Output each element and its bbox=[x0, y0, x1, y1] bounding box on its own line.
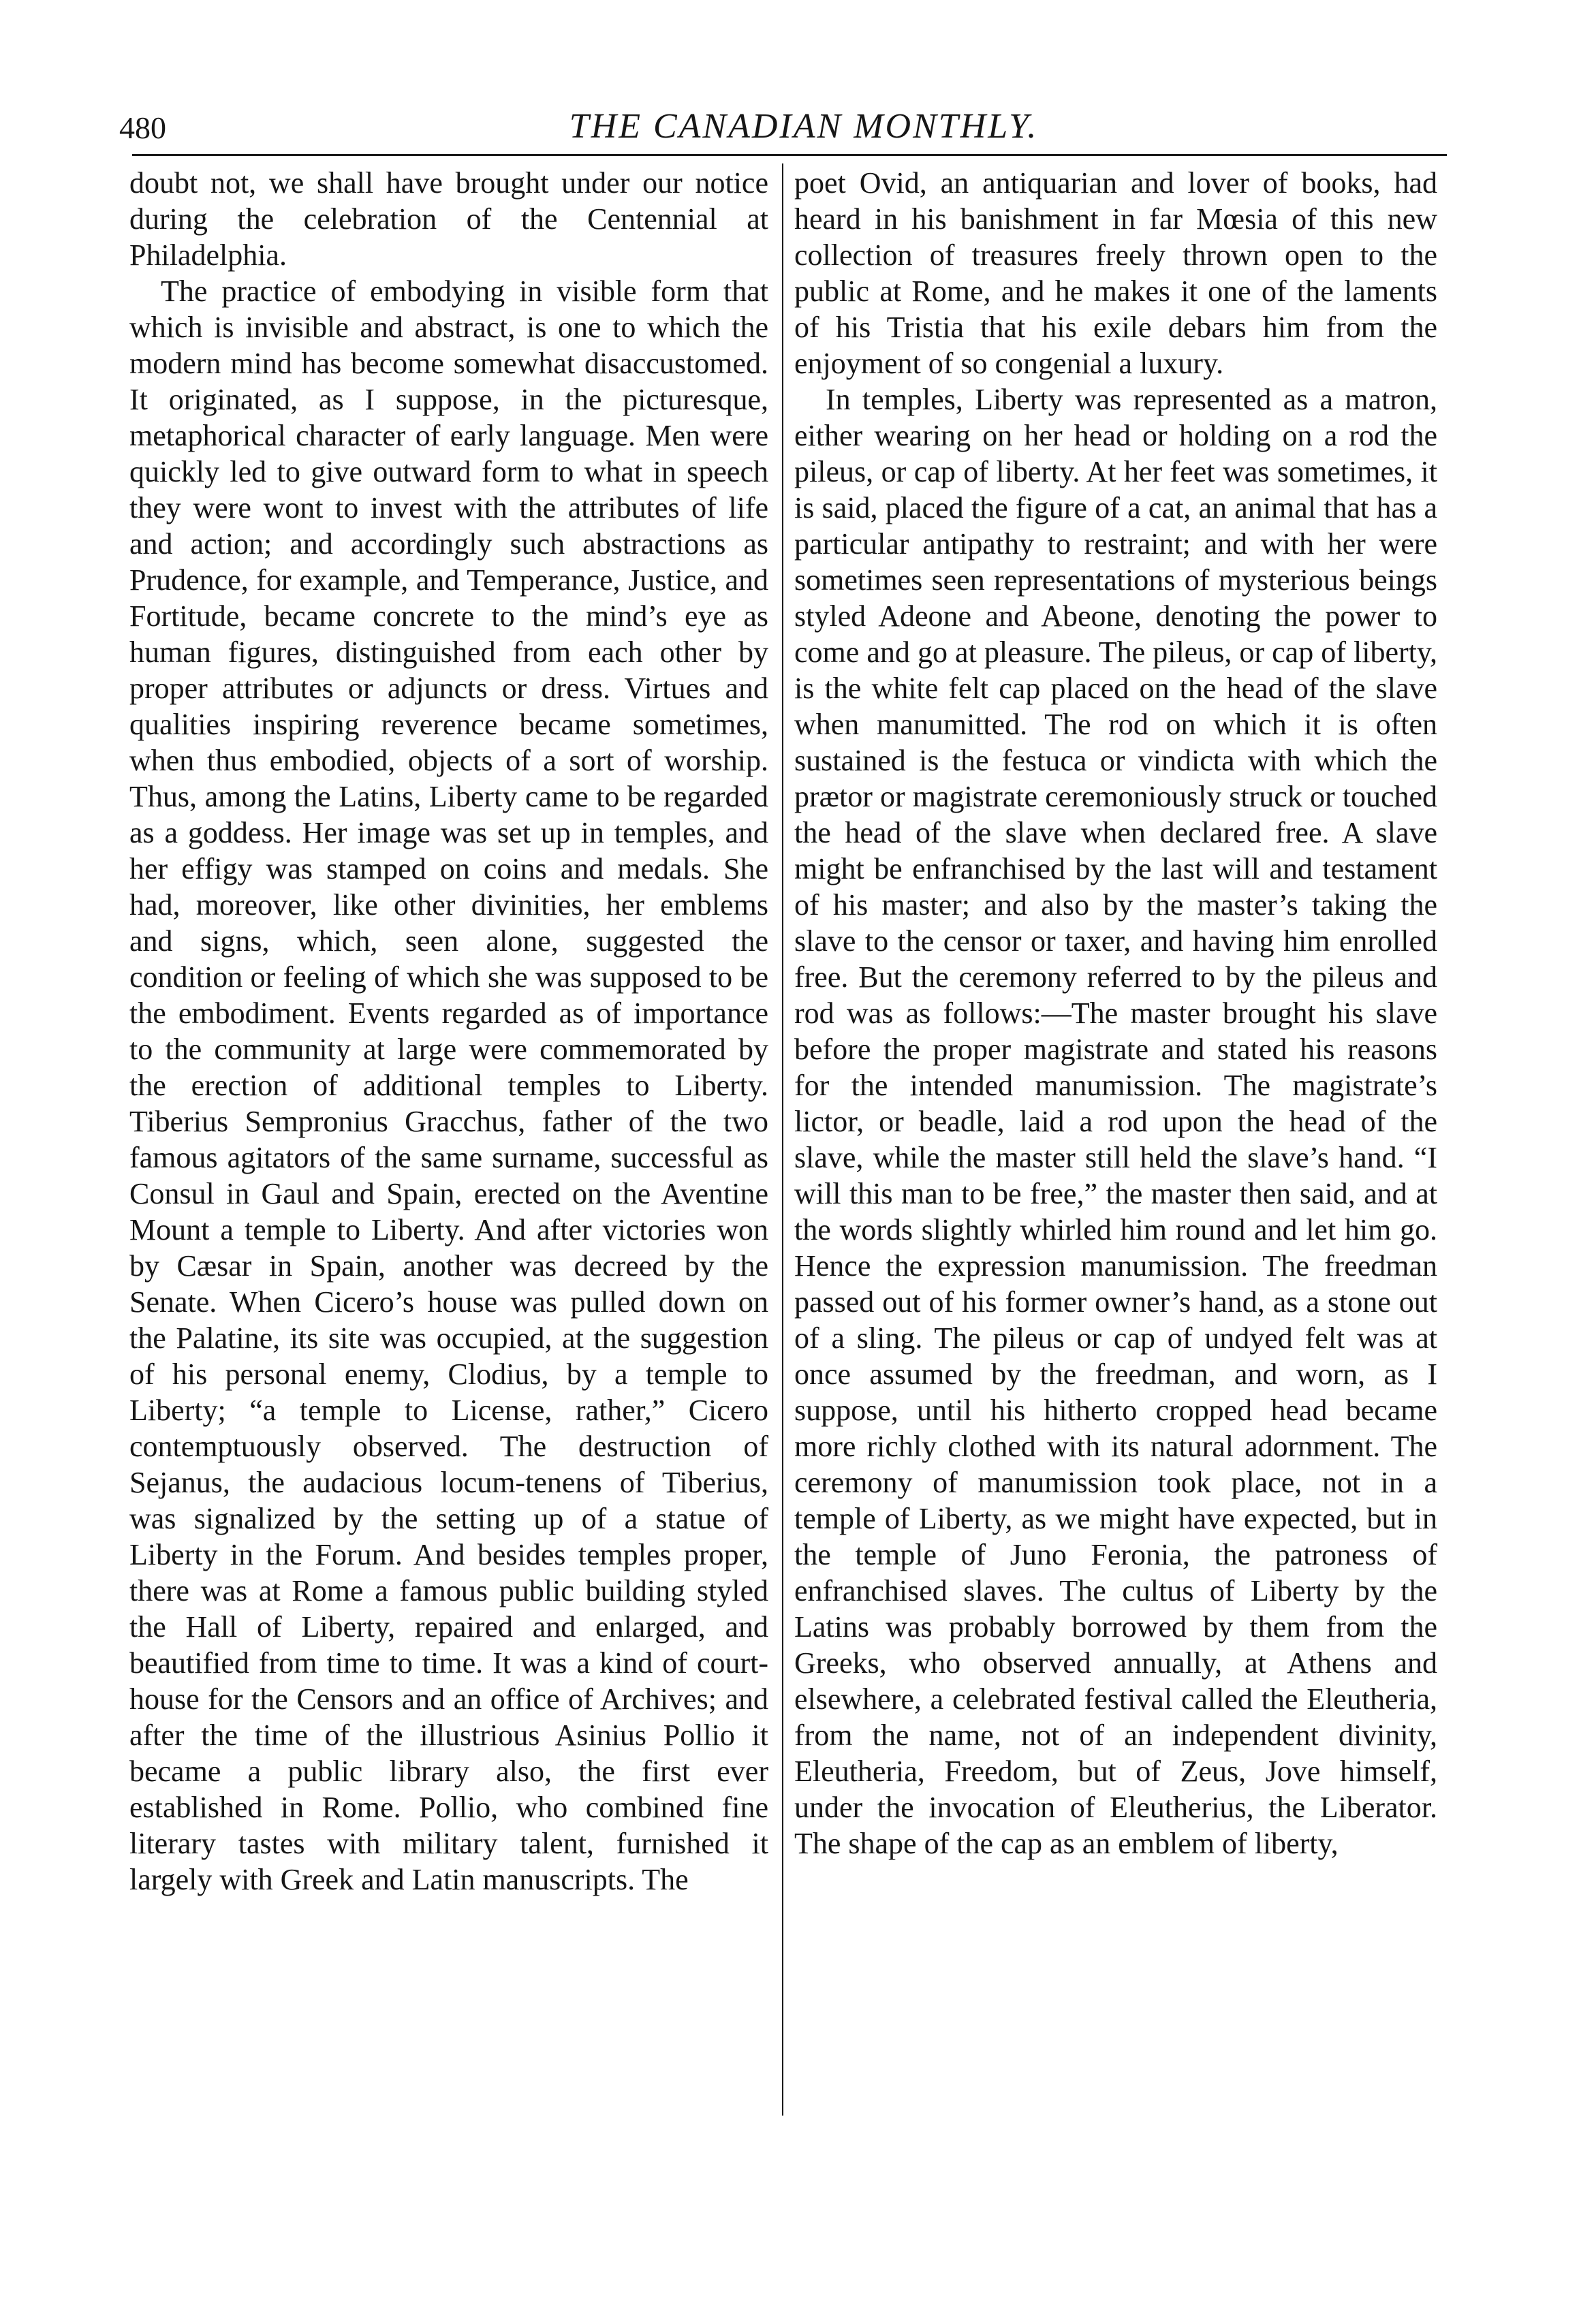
left-paragraph-2: The practice of embodying in visible form that which is invisible and abstract, is one to which the modern mind has become somewhat disaccustomed. It originated, as I suppose, in the picturesque, metaphorical character of early language. Men were quickly led to give outward form to what in speech they were wont to invest with the attributes of life and action; and accordingly such abstractions as Prudence, for example, and Temperance, Justice, and Fortitude, became concrete to the mind’s eye as human figures, distinguished from each other by proper attributes or adjuncts or dress. Virtues and qualities inspiring reverence became sometimes, when thus embodied, objects of a sort of worship. Thus, among the Latins, Liberty came to be regarded as a goddess. Her image was set up in temples, and her effigy was stamped on coins and medals. She had, moreover, like other divinities, her emblems and signs, which, seen alone, suggested the condition or feeling of which she was supposed to be the embodiment. Events regarded as of importance to the community at large were commemorated by the erection of additional temples to Liberty. Tiberius Sempronius Gracchus, father of the two famous agitators of the same surname, successful as Consul in Gaul and Spain, erected on the Aventine Mount a temple to Liberty. And after victories won by Cæsar in Spain, another was decreed by the Senate. When Cicero’s house was pulled down on the Palatine, its site was occupied, at the suggestion of his personal enemy, Clodius, by a temple to Liberty; “a temple to License, rather,” Cicero contemptuously observed. The destruction of Sejanus, the audacious locum-tenens of Tiberius, was signalized by the setting up of a statue of Liberty in the Forum. And besides temples proper, there was at Rome a famous public building styled the Hall of Liberty, repaired and enlarged, and beautified from time to time. It was a kind of court-house for the Censors and an office of Archives; and after the time of the illustrious Asinius Pollio it became a public library also, the first ever established in Rome. Pollio, who combined fine literary tastes with military talent, furnished it largely with Greek and Latin manuscripts. The bbox=[129, 274, 768, 1896]
running-title: THE CANADIAN MONTHLY. bbox=[569, 107, 1039, 146]
left-column bbox=[129, 165, 768, 1898]
header-rule bbox=[132, 154, 1447, 156]
right-paragraph-2: In temples, Liberty was represented as a matron, either wearing on her head or holding on a rod the pileus, or cap of liberty. At her feet was sometimes, it is said, placed the figure of a cat, an animal that has a particular antipathy to restraint; and with her were sometimes seen representations of mysterious beings styled Adeone and Abeone, denoting the power to come and go at pleasure. The pileus, or cap of liberty, is the white felt cap placed on the head of the slave when manumitted. The rod on which it is often sustained is the festuca or vindicta with which the prætor or magistrate ceremoniously struck or touched the head of the slave when declared free. A slave might be enfranchised by the last will and testament of his master; and also by the master’s taking the slave to the censor or taxer, and having him enrolled free. But the ceremony referred to by the pileus and rod was as follows:—The master brought his slave before the proper magistrate and stated his reasons for the intended manumission. The magistrate’s lictor, or beadle, laid a rod upon the head of the slave, while the master still held the slave’s hand. “I will this man to be free,” the master then said, and at the words slightly whirled him round and let him go. Hence the expression manumission. The freedman passed out of his former owner’s hand, as a stone out of a sling. The pileus or cap of undyed felt was at once assumed by the freedman, and worn, as I suppose, until his hitherto cropped head became more richly clothed with its natural adornment. The ceremony of manumission took place, not in a temple of Liberty, as we might have expected, but in the temple of Juno Feronia, the patroness of enfranchised slaves. The cultus of Liberty by the Latins was probably borrowed by them from the Greeks, who observed annually, at Athens and elsewhere, a celebrated festival called the Eleutheria, from the name, not of an independent divinity, Eleutheria, Freedom, but of Zeus, Jove himself, under the invocation of Eleutherius, the Liberator. The shape of the cap as an emblem of liberty, bbox=[794, 383, 1437, 1860]
right-paragraph-1: poet Ovid, an antiquarian and lover of books, had heard in his banishment in far Mœsia of this new collection of treasures freely thrown open to the public at Rome, and he makes it one of the laments of his Tristia that his exile debars him from the enjoyment of so congenial a luxury. bbox=[794, 166, 1437, 380]
left-paragraph-1: doubt not, we shall have brought under our notice during the celebration of the Centennial at Philadelphia. bbox=[129, 166, 768, 272]
page-number: 480 bbox=[119, 110, 166, 145]
right-column bbox=[794, 165, 1437, 1862]
column-divider bbox=[782, 163, 783, 2116]
